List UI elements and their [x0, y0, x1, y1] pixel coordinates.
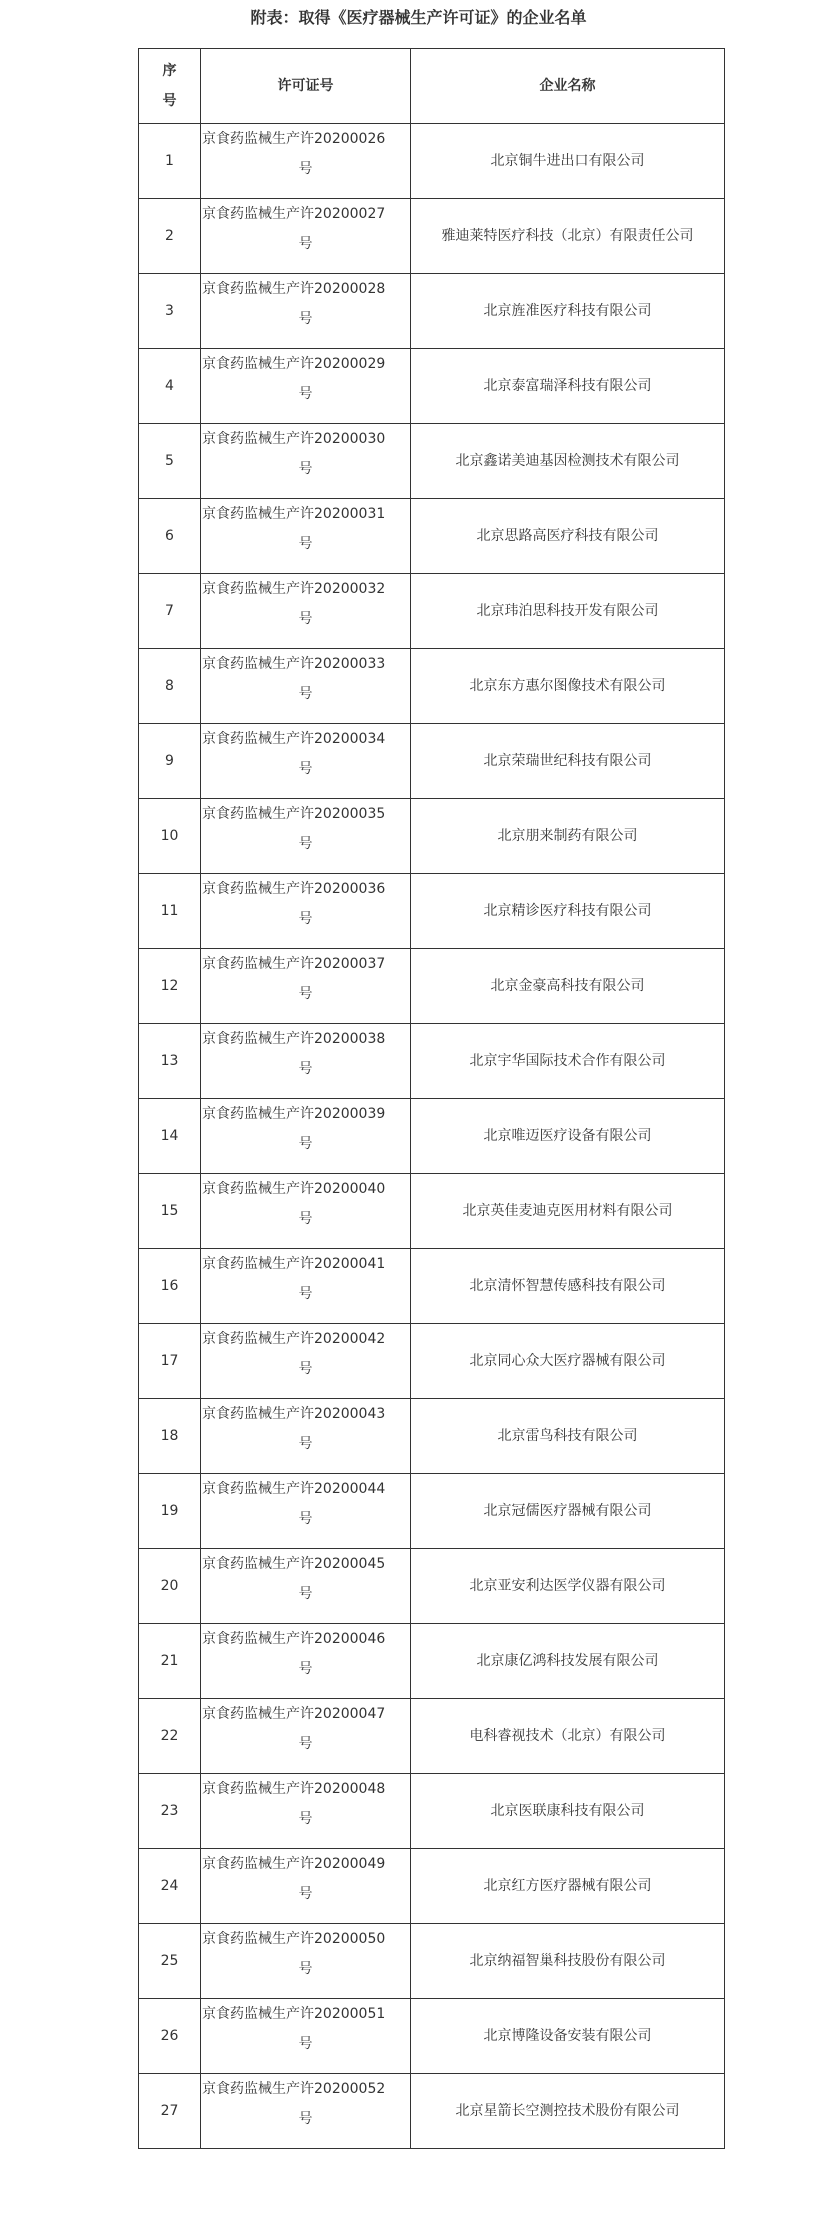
license-suffix: 号	[298, 161, 313, 177]
row-license	[201, 1849, 411, 1924]
row-seq: 9	[139, 724, 201, 799]
table-row	[139, 1324, 725, 1399]
row-license	[201, 1549, 411, 1624]
license-number: 京食药监械生产许20200046	[202, 1631, 386, 1647]
table-row	[139, 874, 725, 949]
row-license	[201, 1324, 411, 1399]
row-company: 雅迪莱特医疗科技（北京）有限责任公司	[411, 199, 725, 274]
table-row	[139, 2074, 725, 2149]
row-company: 北京鑫诺美迪基因检测技术有限公司	[411, 424, 725, 499]
row-seq: 22	[139, 1699, 201, 1774]
license-number: 京食药监械生产许20200039	[202, 1106, 386, 1122]
license-suffix: 号	[298, 1811, 313, 1827]
row-seq: 25	[139, 1924, 201, 1999]
table-row	[139, 574, 725, 649]
license-table	[138, 48, 725, 2149]
license-number: 京食药监械生产许20200042	[202, 1331, 386, 1347]
license-number: 京食药监械生产许20200030	[202, 431, 386, 447]
row-company: 北京玮泊思科技开发有限公司	[411, 574, 725, 649]
row-company: 北京星箭长空测控技术股份有限公司	[411, 2074, 725, 2149]
row-license	[201, 1099, 411, 1174]
row-seq: 12	[139, 949, 201, 1024]
table-row	[139, 1699, 725, 1774]
license-suffix: 号	[298, 311, 313, 327]
license-suffix: 号	[298, 1436, 313, 1452]
license-number: 京食药监械生产许20200040	[202, 1181, 386, 1197]
row-seq: 18	[139, 1399, 201, 1474]
license-suffix: 号	[298, 1361, 313, 1377]
license-suffix: 号	[298, 2036, 313, 2052]
license-suffix: 号	[298, 911, 313, 927]
table-row	[139, 799, 725, 874]
row-seq: 19	[139, 1474, 201, 1549]
row-company: 北京金豪高科技有限公司	[411, 949, 725, 1024]
row-seq: 3	[139, 274, 201, 349]
license-suffix: 号	[298, 686, 313, 702]
row-company: 北京医联康科技有限公司	[411, 1774, 725, 1849]
row-company: 北京纳福智巢科技股份有限公司	[411, 1924, 725, 1999]
row-seq: 7	[139, 574, 201, 649]
row-license	[201, 649, 411, 724]
row-license	[201, 799, 411, 874]
table-row	[139, 1099, 725, 1174]
license-number: 京食药监械生产许20200048	[202, 1781, 386, 1797]
row-license	[201, 1624, 411, 1699]
license-suffix: 号	[298, 1136, 313, 1152]
row-company: 北京清怀智慧传感科技有限公司	[411, 1249, 725, 1324]
table-row	[139, 649, 725, 724]
row-license	[201, 124, 411, 199]
license-number: 京食药监械生产许20200026	[202, 131, 386, 147]
row-license	[201, 1924, 411, 1999]
license-suffix: 号	[298, 836, 313, 852]
license-number: 京食药监械生产许20200052	[202, 2081, 386, 2097]
row-license	[201, 499, 411, 574]
row-seq: 4	[139, 349, 201, 424]
row-license	[201, 274, 411, 349]
row-seq: 26	[139, 1999, 201, 2074]
license-number: 京食药监械生产许20200031	[202, 506, 386, 522]
license-number: 京食药监械生产许20200041	[202, 1256, 386, 1272]
license-suffix: 号	[298, 1886, 313, 1902]
row-company: 北京冠儒医疗器械有限公司	[411, 1474, 725, 1549]
row-license	[201, 1774, 411, 1849]
license-number: 京食药监械生产许20200037	[202, 956, 386, 972]
license-suffix: 号	[298, 1061, 313, 1077]
license-number: 京食药监械生产许20200027	[202, 206, 386, 222]
row-license	[201, 1474, 411, 1549]
license-number: 京食药监械生产许20200036	[202, 881, 386, 897]
row-license	[201, 199, 411, 274]
row-seq: 27	[139, 2074, 201, 2149]
row-company: 北京康亿鸿科技发展有限公司	[411, 1624, 725, 1699]
license-number: 京食药监械生产许20200035	[202, 806, 386, 822]
header-company: 企业名称	[411, 49, 725, 124]
license-number: 京食药监械生产许20200038	[202, 1031, 386, 1047]
row-company: 北京同心众大医疗器械有限公司	[411, 1324, 725, 1399]
license-suffix: 号	[298, 536, 313, 552]
table-row	[139, 1774, 725, 1849]
license-suffix: 号	[298, 1736, 313, 1752]
row-seq: 11	[139, 874, 201, 949]
row-license	[201, 2074, 411, 2149]
table-header-row	[139, 49, 725, 124]
table-row	[139, 124, 725, 199]
row-company: 北京泰富瑞泽科技有限公司	[411, 349, 725, 424]
license-suffix: 号	[298, 761, 313, 777]
license-number: 京食药监械生产许20200044	[202, 1481, 386, 1497]
license-suffix: 号	[298, 1586, 313, 1602]
table-row	[139, 1474, 725, 1549]
row-company: 北京宇华国际技术合作有限公司	[411, 1024, 725, 1099]
row-seq: 6	[139, 499, 201, 574]
row-company: 北京雷鸟科技有限公司	[411, 1399, 725, 1474]
license-number: 京食药监械生产许20200051	[202, 2006, 386, 2022]
row-company: 北京思路高医疗科技有限公司	[411, 499, 725, 574]
row-company: 北京英佳麦迪克医用材料有限公司	[411, 1174, 725, 1249]
table-row	[139, 499, 725, 574]
license-suffix: 号	[298, 611, 313, 627]
table-row	[139, 274, 725, 349]
license-number: 京食药监械生产许20200034	[202, 731, 386, 747]
table-row	[139, 199, 725, 274]
row-license	[201, 1249, 411, 1324]
row-company: 北京旌准医疗科技有限公司	[411, 274, 725, 349]
row-company: 电科睿视技术（北京）有限公司	[411, 1699, 725, 1774]
row-license	[201, 1699, 411, 1774]
row-seq: 21	[139, 1624, 201, 1699]
row-seq: 23	[139, 1774, 201, 1849]
row-company: 北京唯迈医疗设备有限公司	[411, 1099, 725, 1174]
row-seq: 16	[139, 1249, 201, 1324]
table-row	[139, 1549, 725, 1624]
table-row	[139, 1624, 725, 1699]
table-row	[139, 1924, 725, 1999]
row-seq: 20	[139, 1549, 201, 1624]
header-seq: 序号	[139, 49, 201, 124]
row-company: 北京博隆设备安装有限公司	[411, 1999, 725, 2074]
row-company: 北京铜牛进出口有限公司	[411, 124, 725, 199]
table-row	[139, 1174, 725, 1249]
row-license	[201, 424, 411, 499]
license-number: 京食药监械生产许20200045	[202, 1556, 386, 1572]
page-title: 附表：取得《医疗器械生产许可证》的企业名单	[250, 8, 587, 27]
row-license	[201, 574, 411, 649]
row-seq: 5	[139, 424, 201, 499]
row-seq: 2	[139, 199, 201, 274]
row-company: 北京亚安利达医学仪器有限公司	[411, 1549, 725, 1624]
row-seq: 13	[139, 1024, 201, 1099]
table-row	[139, 1249, 725, 1324]
table-row	[139, 1024, 725, 1099]
license-number: 京食药监械生产许20200028	[202, 281, 386, 297]
table-row	[139, 724, 725, 799]
row-license	[201, 949, 411, 1024]
license-suffix: 号	[298, 1661, 313, 1677]
license-number: 京食药监械生产许20200050	[202, 1931, 386, 1947]
license-number: 京食药监械生产许20200049	[202, 1856, 386, 1872]
row-seq: 8	[139, 649, 201, 724]
table-row	[139, 1849, 725, 1924]
row-company: 北京荣瑞世纪科技有限公司	[411, 724, 725, 799]
license-suffix: 号	[298, 986, 313, 1002]
row-seq: 14	[139, 1099, 201, 1174]
row-company: 北京朋来制药有限公司	[411, 799, 725, 874]
row-license	[201, 349, 411, 424]
row-license	[201, 1399, 411, 1474]
row-seq: 10	[139, 799, 201, 874]
license-suffix: 号	[298, 461, 313, 477]
table-row	[139, 1999, 725, 2074]
table-row	[139, 949, 725, 1024]
row-company: 北京红方医疗器械有限公司	[411, 1849, 725, 1924]
header-license: 许可证号	[201, 49, 411, 124]
table-row	[139, 349, 725, 424]
license-number: 京食药监械生产许20200047	[202, 1706, 386, 1722]
table-row	[139, 424, 725, 499]
row-seq: 17	[139, 1324, 201, 1399]
license-suffix: 号	[298, 1286, 313, 1302]
table-body	[139, 124, 725, 2149]
row-company: 北京东方惠尔图像技术有限公司	[411, 649, 725, 724]
license-suffix: 号	[298, 1511, 313, 1527]
row-seq: 15	[139, 1174, 201, 1249]
license-number: 京食药监械生产许20200032	[202, 581, 386, 597]
table-row	[139, 1399, 725, 1474]
license-suffix: 号	[298, 2111, 313, 2127]
row-license	[201, 1024, 411, 1099]
license-suffix: 号	[298, 1211, 313, 1227]
row-license	[201, 874, 411, 949]
row-license	[201, 1174, 411, 1249]
row-seq: 1	[139, 124, 201, 199]
license-number: 京食药监械生产许20200033	[202, 656, 386, 672]
license-number: 京食药监械生产许20200029	[202, 356, 386, 372]
license-number: 京食药监械生产许20200043	[202, 1406, 386, 1422]
license-suffix: 号	[298, 386, 313, 402]
row-company: 北京精诊医疗科技有限公司	[411, 874, 725, 949]
license-suffix: 号	[298, 1961, 313, 1977]
row-license	[201, 1999, 411, 2074]
row-seq: 24	[139, 1849, 201, 1924]
license-suffix: 号	[298, 236, 313, 252]
row-license	[201, 724, 411, 799]
